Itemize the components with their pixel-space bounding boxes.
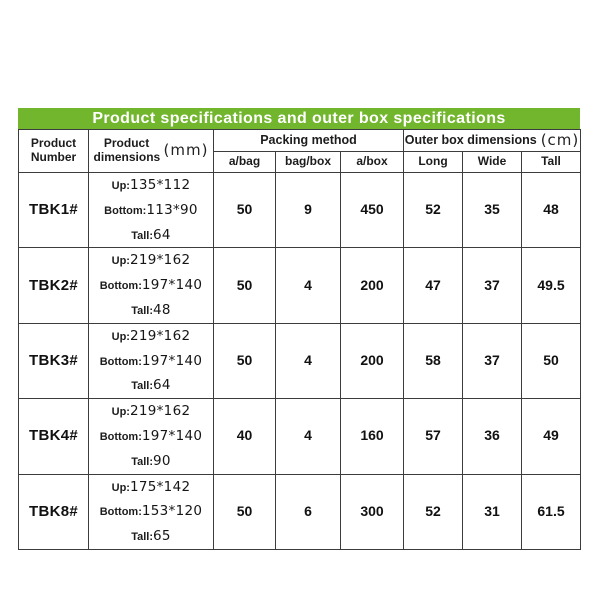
a-bag-value: 50 (236, 502, 253, 519)
long-value: 52 (425, 201, 441, 218)
dimension-label-tall: Tall: (131, 304, 153, 317)
product-number: TBK1# (28, 201, 78, 219)
wide-value: 37 (484, 351, 500, 368)
tall-value: 49.5 (537, 276, 565, 293)
table-row (19, 399, 581, 474)
dimension-value-up: 219*162 (129, 403, 191, 420)
wide-value: 31 (484, 502, 500, 519)
dimension-line-up (89, 248, 213, 273)
wide-value: 35 (484, 201, 500, 218)
wide-cell (463, 248, 522, 323)
product-dimensions-cell (89, 399, 214, 474)
dimension-label-bottom: Bottom: (99, 430, 142, 443)
dimension-line-tall (89, 449, 213, 474)
long-cell (404, 173, 463, 248)
tall-cell (522, 173, 581, 248)
product-dimensions-cell (89, 248, 214, 323)
bag-box-value: 4 (304, 351, 312, 368)
dimension-line-bottom (89, 198, 213, 223)
dimension-label-up: Up: (111, 406, 130, 419)
header-packing-method: Packing method (214, 130, 404, 152)
table-row (19, 248, 581, 323)
title-banner (18, 108, 580, 129)
dimension-value-up: 219*162 (129, 252, 191, 269)
dimension-line-bottom (89, 499, 213, 524)
dimension-value-tall: 65 (153, 528, 171, 545)
tall-cell (522, 399, 581, 474)
table-body (19, 173, 581, 550)
bag-box-cell (276, 399, 341, 474)
a-box-cell (341, 399, 404, 474)
bag-box-value: 9 (304, 201, 312, 218)
product-dimensions-cell (89, 474, 214, 549)
long-cell (404, 323, 463, 398)
header-wide: Wide (463, 152, 522, 173)
table-row (19, 323, 581, 398)
product-dimensions-cell (89, 173, 214, 248)
bag-box-value: 4 (304, 427, 312, 444)
long-cell (404, 399, 463, 474)
a-bag-cell (214, 248, 276, 323)
dimension-line-tall (89, 373, 213, 398)
dimension-line-up (89, 173, 213, 198)
bag-box-cell (276, 323, 341, 398)
product-number-cell (19, 173, 89, 248)
table-header (19, 130, 581, 173)
product-number-cell (19, 323, 89, 398)
product-dimensions-cell-content (89, 475, 213, 549)
spec-table (18, 129, 581, 550)
product-number: TBK3# (28, 351, 78, 369)
long-value: 57 (425, 427, 441, 444)
bag-box-value: 6 (304, 502, 312, 519)
dimension-value-bottom: 113*90 (146, 201, 198, 218)
product-number: TBK8# (28, 502, 78, 520)
header-product-dimensions-unit: (mm) (163, 141, 209, 160)
wide-value: 37 (484, 276, 500, 293)
dimension-value-up: 219*162 (129, 327, 191, 344)
a-bag-cell (214, 399, 276, 474)
dimension-label-up: Up: (111, 180, 130, 192)
dimension-label-tall: Tall: (131, 380, 153, 393)
tall-value: 50 (543, 351, 559, 368)
tall-cell (522, 474, 581, 549)
dimension-label-tall: Tall: (131, 531, 153, 544)
header-a-box: a/box (341, 152, 404, 173)
header-outer-box (404, 130, 581, 152)
product-number-cell (19, 399, 89, 474)
tall-value: 61.5 (537, 502, 565, 519)
a-box-value: 160 (360, 427, 384, 444)
dimension-label-bottom: Bottom: (99, 506, 142, 519)
table-row (19, 474, 581, 549)
a-bag-cell (214, 474, 276, 549)
dimension-value-bottom: 197*140 (141, 352, 203, 369)
dimension-label-tall: Tall: (131, 455, 153, 468)
bag-box-value: 4 (304, 276, 312, 293)
product-number-cell (19, 474, 89, 549)
long-value: 52 (425, 502, 441, 519)
product-number: TBK4# (28, 427, 78, 445)
a-bag-value: 50 (236, 201, 253, 218)
a-box-value: 200 (360, 276, 384, 293)
dimension-value-tall: 64 (153, 377, 171, 394)
dimension-label-bottom: Bottom: (99, 355, 142, 368)
dimension-value-bottom: 197*140 (141, 277, 203, 294)
dimension-label-bottom: Bottom: (99, 280, 142, 293)
a-box-value: 300 (360, 502, 384, 519)
dimension-line-bottom (89, 349, 213, 374)
a-bag-value: 40 (236, 427, 253, 444)
bag-box-cell (276, 248, 341, 323)
dimension-label-bottom: Bottom: (104, 204, 147, 217)
dimension-line-bottom (89, 424, 213, 449)
dimension-label-tall: Tall: (131, 229, 153, 242)
dimension-value-up: 175*142 (129, 478, 191, 495)
header-a-bag: a/bag (214, 152, 276, 173)
dimension-value-tall: 90 (153, 452, 171, 469)
dimension-line-up (89, 475, 213, 500)
tall-cell (522, 323, 581, 398)
tall-cell (522, 248, 581, 323)
tall-value: 49 (543, 427, 559, 444)
bag-box-cell (276, 173, 341, 248)
a-bag-cell (214, 323, 276, 398)
dimension-value-up: 135*112 (129, 177, 191, 193)
a-box-cell (341, 248, 404, 323)
dimension-value-bottom: 197*140 (141, 427, 203, 444)
header-long: Long (404, 152, 463, 173)
dimension-label-up: Up: (111, 255, 130, 268)
product-dimensions-cell-content (89, 399, 213, 473)
header-outer-box-label: Outer box dimensions (404, 133, 537, 148)
wide-cell (463, 173, 522, 248)
header-outer-box-unit: (cm) (540, 130, 580, 149)
dimension-line-tall (89, 524, 213, 549)
product-dimensions-cell (89, 323, 214, 398)
dimension-value-tall: 64 (153, 226, 171, 243)
dimension-value-bottom: 153*120 (141, 503, 203, 520)
table-row (19, 173, 581, 248)
a-box-cell (341, 173, 404, 248)
product-dimensions-cell-content (89, 248, 213, 322)
a-bag-value: 50 (236, 351, 253, 368)
header-bag-box: bag/box (276, 152, 341, 173)
a-box-cell (341, 323, 404, 398)
a-box-value: 450 (360, 201, 384, 218)
dimension-value-tall: 48 (153, 301, 171, 318)
dimension-line-tall (89, 298, 213, 323)
long-value: 47 (425, 276, 441, 293)
header-tall: Tall (522, 152, 581, 173)
long-cell (404, 474, 463, 549)
long-value: 58 (425, 351, 441, 368)
product-number-cell (19, 248, 89, 323)
page-title: Product specifications and outer box specifications (92, 109, 506, 127)
dimension-label-up: Up: (111, 330, 130, 343)
dimension-line-up (89, 324, 213, 349)
bag-box-cell (276, 474, 341, 549)
a-bag-cell (214, 173, 276, 248)
a-box-value: 200 (360, 351, 384, 368)
a-bag-value: 50 (236, 276, 253, 293)
product-number: TBK2# (28, 276, 78, 294)
wide-cell (463, 323, 522, 398)
dimension-line-tall (89, 223, 213, 248)
product-dimensions-cell-content (89, 324, 213, 398)
tall-value: 48 (543, 201, 559, 218)
a-box-cell (341, 474, 404, 549)
header-product-number: Product Number (19, 130, 89, 173)
header-product-dimensions-label: Product dimensions (93, 136, 161, 164)
wide-cell (463, 399, 522, 474)
long-cell (404, 248, 463, 323)
product-dimensions-cell-content (89, 173, 213, 247)
wide-value: 36 (484, 427, 500, 444)
dimension-label-up: Up: (111, 481, 130, 494)
header-product-dimensions (89, 130, 214, 173)
dimension-line-up (89, 399, 213, 424)
dimension-line-bottom (89, 273, 213, 298)
wide-cell (463, 474, 522, 549)
